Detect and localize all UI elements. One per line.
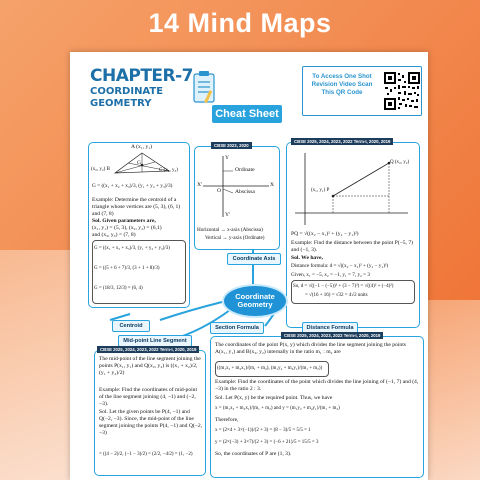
- section-y-calc: y = (2×(−3) + 3×7)/(2 + 3) = (−6 + 21)/5 = 15/5 = 3: [215, 440, 319, 445]
- centroid-step-3: G = (18/3, 12/3) = (6, 4): [94, 286, 143, 291]
- distance-example: Example: Find the distance between the point P(−5, 7) and (−1, 3).: [291, 240, 413, 253]
- midpoint-result: = ((4 − 2)/2, (−1 − 3)/2) = (2/2, −4/2) = (1, −2): [99, 452, 193, 457]
- centroid-step-2: G = ((5 + 6 + 7)/3, (3 + 1 + 8)/3): [94, 266, 160, 271]
- section-example: Example: Find the coordinates of the point which divides the line joining of (−1, 7) and (4, −3) in the ratio 2 : 3.: [215, 379, 419, 392]
- label-midpoint: Mid-point Line Segment: [118, 335, 192, 347]
- centroid-sol-params-2: and (x₃, y₃) = (7, 8): [92, 232, 136, 238]
- distance-formula: PQ = √((x₂ − x₁)² + (y₂ − y₁)²): [291, 231, 359, 237]
- label-distance-formula: Distance Formula: [302, 322, 358, 334]
- centroid-panel: [88, 142, 190, 308]
- chapter-number: CHAPTER-7: [90, 66, 194, 86]
- vertical-axis-note: Vertical → y-axis (Ordinate): [205, 235, 265, 241]
- ordinate-label: Ordinate: [235, 167, 255, 173]
- section-formula-panel: [210, 333, 424, 478]
- cheat-sheet-label: Cheat Sheet: [212, 105, 282, 123]
- midpoint-exam-tag: CBSE 2025, 2024, 2023, 2022 Term-I, 2020, 2019: [97, 346, 199, 353]
- axis-diagram: [199, 153, 275, 219]
- centroid-step-1: G = ((x₁ + x₂ + x₃)/3, (y₁ + y₂ + y₃)/3): [94, 246, 170, 251]
- point-p-label: (x₁, y₁) P: [311, 188, 330, 193]
- distance-sol-intro: Sol. We have,: [291, 255, 323, 261]
- distance-formula-panel: [286, 139, 420, 328]
- section-therefore: Therefore,: [215, 417, 239, 423]
- section-x-calc: x = (2×4 + 3×(−1))/(2 + 3) = (8 − 3)/5 = 5/5 = 1: [215, 428, 311, 433]
- centroid-formula: G = ((x₁ + x₂ + x₃)/3, (y₁ + y₂ + y₃)/3): [92, 183, 173, 189]
- centroid-example: Example: Determine the centroid of a triangle whose vertices are (5, 3), (6, 1) and (7, 8): [92, 197, 181, 217]
- label-centroid: Centroid: [112, 320, 150, 332]
- section-formula: ((m₁x₂ + m₂x₁)/(m₁ + m₂), (m₁y₂ + m₂y₁)/(m₁ + m₂)): [217, 366, 323, 371]
- midpoint-example: Example: Find the coordinates of mid-point of the line segment joining (4, −1) and (−2, −3).: [99, 387, 198, 407]
- coordinate-axis-panel: [194, 143, 280, 250]
- axis-x-neg-label: X': [197, 182, 203, 188]
- centroid-point-label: G: [137, 160, 142, 166]
- vertex-b-label: (x₂, y₂) B: [91, 167, 110, 172]
- banner-title: 14 Mind Maps: [148, 8, 332, 38]
- chapter-title: COORDINATE GEOMETRY: [90, 86, 164, 109]
- distance-step-2: Given, x₁ = −5, x₂ = −1, y₁ = 7, y₂ = 3: [291, 272, 370, 278]
- central-topic: Coordinate Geometry: [222, 284, 288, 318]
- distance-exam-tag: CBSE 2025, 2024, 2023, 2022 Term-I, 2020, 2019: [291, 138, 393, 145]
- midpoint-panel: [94, 347, 206, 476]
- axis-y-label: Y: [225, 155, 230, 161]
- section-equation: x = (m₁x₂ + m₂x₁)/(m₁ + m₂) and y = (m₁y₂ + m₂y₁)/(m₁ + m₂): [215, 406, 340, 411]
- centroid-sol-intro: Sol. Given parameters are,: [92, 218, 156, 224]
- axis-exam-tag: CBSE 2023, 2020: [211, 142, 252, 149]
- axis-x-label: X: [270, 182, 275, 188]
- section-solution: Sol. Let P(x, y) be the required point. Thus, we have: [215, 395, 333, 401]
- distance-step-3: So, d = √((−1 − (−5))² + (3 − 7)²) = √((4)² + (−4)²): [293, 284, 394, 289]
- centroid-sol-params: (x₁, y₁) = (5, 3), (x₂, y₂) = (6,1): [92, 225, 162, 231]
- midpoint-intro: The mid-point of the line segment joining the points P(x₁, y₁) and Q(x₂, y₂) is ((x₁ + x₂)/2, (y₁ + y₂)/2): [99, 356, 201, 376]
- point-q-label: Q (x₂, y₂): [390, 160, 410, 165]
- background-accent-left: [0, 250, 80, 480]
- origin-label: O: [217, 188, 222, 194]
- qr-instruction: To Access One Shot Revision Video Scan This QR Code: [311, 73, 373, 96]
- vertex-c-label: C (x₃, y₃): [159, 168, 178, 173]
- distance-step-4: = √(16 + 16) = √32 = 4√2 units: [305, 293, 368, 298]
- vertex-a-label: A (x₁, y₁): [131, 144, 153, 150]
- section-intro: The coordinates of the point P(x, y) which divides the line segment joining the points A(x₁, y₁) and B(x₂, y₂) internally in the ratio m₁ : m₂ are: [215, 342, 406, 355]
- section-exam-tag: CBSE 2025, 2024, 2023, 2022 Term-I, 2020, 2019: [281, 332, 383, 339]
- distance-step-1: Distance formula: d = √((x₂ − x₁)² + (y₂ − y₁)²): [291, 263, 389, 269]
- section-result: So, the coordinates of P are (1, 3).: [215, 451, 292, 457]
- abscissa-label: Abscissa: [235, 189, 255, 195]
- midpoint-solution: Sol. Let the given points be P(4, −1) and Q(−2, −3). Since, the mid-point of the line segment joining the points P(4, −1) and Q(−2, −3): [99, 409, 203, 436]
- cheat-sheet-page: [70, 52, 428, 480]
- label-section-formula: Section Formula: [210, 322, 264, 334]
- label-coordinate-axis: Coordinate Axis: [227, 253, 281, 265]
- axis-y-neg-label: Y': [225, 212, 231, 218]
- horizontal-axis-note: Horizontal → x-axis (Abscissa): [197, 227, 263, 233]
